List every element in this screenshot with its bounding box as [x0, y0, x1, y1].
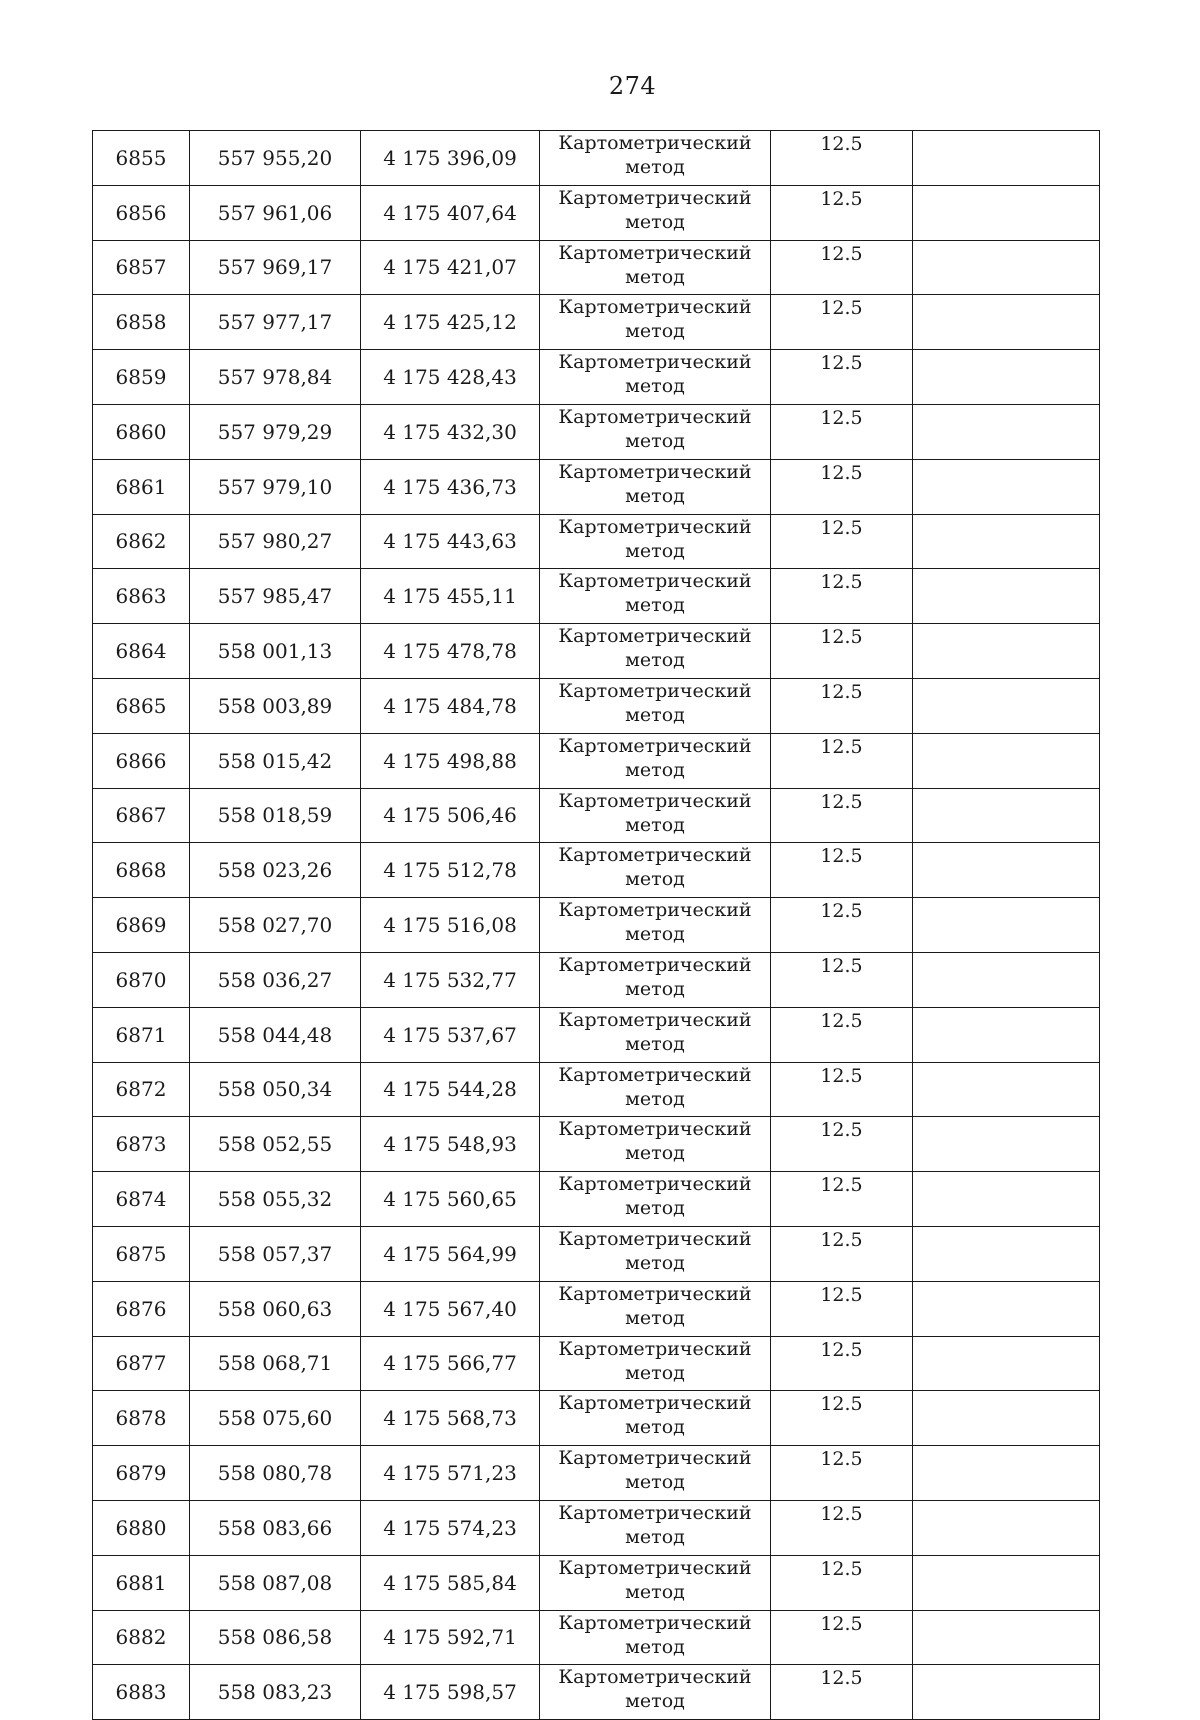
note-cell	[913, 1336, 1100, 1391]
accuracy-cell: 12.5	[771, 459, 913, 514]
accuracy-cell: 12.5	[771, 185, 913, 240]
y-coordinate-cell: 4 175 407,64	[361, 185, 540, 240]
method-cell: Картометрический метод	[540, 1610, 771, 1665]
point-number-cell: 6864	[93, 624, 190, 679]
method-cell: Картометрический метод	[540, 514, 771, 569]
point-number-cell: 6857	[93, 240, 190, 295]
accuracy-cell: 12.5	[771, 1117, 913, 1172]
x-coordinate-cell: 558 036,27	[190, 952, 361, 1007]
y-coordinate-cell: 4 175 432,30	[361, 404, 540, 459]
accuracy-cell: 12.5	[771, 1226, 913, 1281]
method-cell: Картометрический метод	[540, 404, 771, 459]
note-cell	[913, 1446, 1100, 1501]
x-coordinate-cell: 557 978,84	[190, 350, 361, 405]
note-cell	[913, 350, 1100, 405]
y-coordinate-cell: 4 175 537,67	[361, 1007, 540, 1062]
y-coordinate-cell: 4 175 478,78	[361, 624, 540, 679]
method-cell: Картометрический метод	[540, 678, 771, 733]
x-coordinate-cell: 558 055,32	[190, 1172, 361, 1227]
note-cell	[913, 569, 1100, 624]
method-cell: Картометрический метод	[540, 1665, 771, 1720]
x-coordinate-cell: 558 050,34	[190, 1062, 361, 1117]
note-cell	[913, 514, 1100, 569]
y-coordinate-cell: 4 175 421,07	[361, 240, 540, 295]
note-cell	[913, 404, 1100, 459]
accuracy-cell: 12.5	[771, 1391, 913, 1446]
accuracy-cell: 12.5	[771, 733, 913, 788]
note-cell	[913, 131, 1100, 186]
y-coordinate-cell: 4 175 568,73	[361, 1391, 540, 1446]
y-coordinate-cell: 4 175 428,43	[361, 350, 540, 405]
method-cell: Картометрический метод	[540, 1062, 771, 1117]
y-coordinate-cell: 4 175 560,65	[361, 1172, 540, 1227]
x-coordinate-cell: 558 068,71	[190, 1336, 361, 1391]
table-row	[93, 569, 1100, 624]
note-cell	[913, 1665, 1100, 1720]
x-coordinate-cell: 558 015,42	[190, 733, 361, 788]
accuracy-cell: 12.5	[771, 898, 913, 953]
point-number-cell: 6878	[93, 1391, 190, 1446]
method-cell: Картометрический метод	[540, 1281, 771, 1336]
x-coordinate-cell: 558 003,89	[190, 678, 361, 733]
x-coordinate-cell: 557 969,17	[190, 240, 361, 295]
table-row	[93, 350, 1100, 405]
x-coordinate-cell: 558 083,66	[190, 1500, 361, 1555]
x-coordinate-cell: 557 985,47	[190, 569, 361, 624]
note-cell	[913, 1391, 1100, 1446]
point-number-cell: 6877	[93, 1336, 190, 1391]
table-row	[93, 624, 1100, 679]
point-number-cell: 6858	[93, 295, 190, 350]
accuracy-cell: 12.5	[771, 295, 913, 350]
x-coordinate-cell: 558 060,63	[190, 1281, 361, 1336]
accuracy-cell: 12.5	[771, 1336, 913, 1391]
table-row	[93, 1062, 1100, 1117]
x-coordinate-cell: 558 023,26	[190, 843, 361, 898]
table-row	[93, 295, 1100, 350]
point-number-cell: 6881	[93, 1555, 190, 1610]
method-cell: Картометрический метод	[540, 843, 771, 898]
note-cell	[913, 1007, 1100, 1062]
point-number-cell: 6867	[93, 788, 190, 843]
note-cell	[913, 1281, 1100, 1336]
x-coordinate-cell: 558 080,78	[190, 1446, 361, 1501]
note-cell	[913, 733, 1100, 788]
accuracy-cell: 12.5	[771, 350, 913, 405]
accuracy-cell: 12.5	[771, 1062, 913, 1117]
point-number-cell: 6868	[93, 843, 190, 898]
y-coordinate-cell: 4 175 598,57	[361, 1665, 540, 1720]
table-row	[93, 952, 1100, 1007]
table-row	[93, 1226, 1100, 1281]
point-number-cell: 6866	[93, 733, 190, 788]
method-cell: Картометрический метод	[540, 624, 771, 679]
note-cell	[913, 295, 1100, 350]
y-coordinate-cell: 4 175 425,12	[361, 295, 540, 350]
point-number-cell: 6865	[93, 678, 190, 733]
method-cell: Картометрический метод	[540, 131, 771, 186]
table-row	[93, 1281, 1100, 1336]
table-row	[93, 1446, 1100, 1501]
method-cell: Картометрический метод	[540, 898, 771, 953]
table-row	[93, 1610, 1100, 1665]
x-coordinate-cell: 558 052,55	[190, 1117, 361, 1172]
accuracy-cell: 12.5	[771, 1665, 913, 1720]
table-row	[93, 1500, 1100, 1555]
point-number-cell: 6879	[93, 1446, 190, 1501]
method-cell: Картометрический метод	[540, 1446, 771, 1501]
point-number-cell: 6859	[93, 350, 190, 405]
point-number-cell: 6876	[93, 1281, 190, 1336]
x-coordinate-cell: 558 057,37	[190, 1226, 361, 1281]
table-row	[93, 1665, 1100, 1720]
point-number-cell: 6855	[93, 131, 190, 186]
y-coordinate-cell: 4 175 484,78	[361, 678, 540, 733]
y-coordinate-cell: 4 175 571,23	[361, 1446, 540, 1501]
point-number-cell: 6856	[93, 185, 190, 240]
point-number-cell: 6874	[93, 1172, 190, 1227]
table-row	[93, 1391, 1100, 1446]
accuracy-cell: 12.5	[771, 678, 913, 733]
method-cell: Картометрический метод	[540, 952, 771, 1007]
table-row	[93, 788, 1100, 843]
table-row	[93, 459, 1100, 514]
point-number-cell: 6873	[93, 1117, 190, 1172]
point-number-cell: 6875	[93, 1226, 190, 1281]
note-cell	[913, 898, 1100, 953]
note-cell	[913, 624, 1100, 679]
note-cell	[913, 1117, 1100, 1172]
note-cell	[913, 1172, 1100, 1227]
accuracy-cell: 12.5	[771, 240, 913, 295]
point-number-cell: 6880	[93, 1500, 190, 1555]
accuracy-cell: 12.5	[771, 404, 913, 459]
y-coordinate-cell: 4 175 396,09	[361, 131, 540, 186]
coordinates-table	[92, 130, 1100, 1720]
table-row	[93, 1007, 1100, 1062]
x-coordinate-cell: 558 001,13	[190, 624, 361, 679]
method-cell: Картометрический метод	[540, 295, 771, 350]
y-coordinate-cell: 4 175 455,11	[361, 569, 540, 624]
point-number-cell: 6883	[93, 1665, 190, 1720]
accuracy-cell: 12.5	[771, 788, 913, 843]
method-cell: Картометрический метод	[540, 240, 771, 295]
table-row	[93, 404, 1100, 459]
accuracy-cell: 12.5	[771, 1007, 913, 1062]
table-row	[93, 1336, 1100, 1391]
method-cell: Картометрический метод	[540, 185, 771, 240]
point-number-cell: 6863	[93, 569, 190, 624]
page-number: 274	[608, 72, 657, 100]
accuracy-cell: 12.5	[771, 131, 913, 186]
accuracy-cell: 12.5	[771, 624, 913, 679]
note-cell	[913, 678, 1100, 733]
x-coordinate-cell: 558 044,48	[190, 1007, 361, 1062]
accuracy-cell: 12.5	[771, 1281, 913, 1336]
y-coordinate-cell: 4 175 592,71	[361, 1610, 540, 1665]
x-coordinate-cell: 557 977,17	[190, 295, 361, 350]
table-row	[93, 1117, 1100, 1172]
y-coordinate-cell: 4 175 548,93	[361, 1117, 540, 1172]
x-coordinate-cell: 558 087,08	[190, 1555, 361, 1610]
y-coordinate-cell: 4 175 436,73	[361, 459, 540, 514]
note-cell	[913, 1610, 1100, 1665]
y-coordinate-cell: 4 175 544,28	[361, 1062, 540, 1117]
method-cell: Картометрический метод	[540, 569, 771, 624]
method-cell: Картометрический метод	[540, 1555, 771, 1610]
table-row	[93, 843, 1100, 898]
note-cell	[913, 1062, 1100, 1117]
y-coordinate-cell: 4 175 443,63	[361, 514, 540, 569]
accuracy-cell: 12.5	[771, 1555, 913, 1610]
y-coordinate-cell: 4 175 506,46	[361, 788, 540, 843]
note-cell	[913, 1226, 1100, 1281]
table-row	[93, 898, 1100, 953]
x-coordinate-cell: 557 980,27	[190, 514, 361, 569]
point-number-cell: 6871	[93, 1007, 190, 1062]
x-coordinate-cell: 557 979,29	[190, 404, 361, 459]
method-cell: Картометрический метод	[540, 1226, 771, 1281]
y-coordinate-cell: 4 175 585,84	[361, 1555, 540, 1610]
method-cell: Картометрический метод	[540, 350, 771, 405]
accuracy-cell: 12.5	[771, 1610, 913, 1665]
method-cell: Картометрический метод	[540, 1336, 771, 1391]
note-cell	[913, 788, 1100, 843]
note-cell	[913, 952, 1100, 1007]
note-cell	[913, 185, 1100, 240]
note-cell	[913, 459, 1100, 514]
table-row	[93, 240, 1100, 295]
y-coordinate-cell: 4 175 512,78	[361, 843, 540, 898]
note-cell	[913, 240, 1100, 295]
method-cell: Картометрический метод	[540, 788, 771, 843]
x-coordinate-cell: 558 083,23	[190, 1665, 361, 1720]
y-coordinate-cell: 4 175 564,99	[361, 1226, 540, 1281]
accuracy-cell: 12.5	[771, 843, 913, 898]
method-cell: Картометрический метод	[540, 1117, 771, 1172]
table-row	[93, 1555, 1100, 1610]
table-row	[93, 131, 1100, 186]
point-number-cell: 6861	[93, 459, 190, 514]
y-coordinate-cell: 4 175 574,23	[361, 1500, 540, 1555]
accuracy-cell: 12.5	[771, 1172, 913, 1227]
point-number-cell: 6860	[93, 404, 190, 459]
point-number-cell: 6882	[93, 1610, 190, 1665]
method-cell: Картометрический метод	[540, 733, 771, 788]
table-row	[93, 185, 1100, 240]
x-coordinate-cell: 558 075,60	[190, 1391, 361, 1446]
method-cell: Картометрический метод	[540, 1007, 771, 1062]
note-cell	[913, 1555, 1100, 1610]
y-coordinate-cell: 4 175 566,77	[361, 1336, 540, 1391]
y-coordinate-cell: 4 175 498,88	[361, 733, 540, 788]
note-cell	[913, 1500, 1100, 1555]
y-coordinate-cell: 4 175 532,77	[361, 952, 540, 1007]
table-row	[93, 1172, 1100, 1227]
method-cell: Картометрический метод	[540, 1391, 771, 1446]
point-number-cell: 6869	[93, 898, 190, 953]
coordinates-table-body	[93, 131, 1100, 1720]
table-row	[93, 733, 1100, 788]
table-row	[93, 678, 1100, 733]
accuracy-cell: 12.5	[771, 1446, 913, 1501]
method-cell: Картометрический метод	[540, 1500, 771, 1555]
accuracy-cell: 12.5	[771, 1500, 913, 1555]
accuracy-cell: 12.5	[771, 952, 913, 1007]
y-coordinate-cell: 4 175 567,40	[361, 1281, 540, 1336]
accuracy-cell: 12.5	[771, 514, 913, 569]
point-number-cell: 6862	[93, 514, 190, 569]
x-coordinate-cell: 558 018,59	[190, 788, 361, 843]
point-number-cell: 6872	[93, 1062, 190, 1117]
method-cell: Картометрический метод	[540, 1172, 771, 1227]
x-coordinate-cell: 558 086,58	[190, 1610, 361, 1665]
x-coordinate-cell: 558 027,70	[190, 898, 361, 953]
accuracy-cell: 12.5	[771, 569, 913, 624]
table-row	[93, 514, 1100, 569]
x-coordinate-cell: 557 979,10	[190, 459, 361, 514]
note-cell	[913, 843, 1100, 898]
y-coordinate-cell: 4 175 516,08	[361, 898, 540, 953]
point-number-cell: 6870	[93, 952, 190, 1007]
x-coordinate-cell: 557 955,20	[190, 131, 361, 186]
x-coordinate-cell: 557 961,06	[190, 185, 361, 240]
method-cell: Картометрический метод	[540, 459, 771, 514]
